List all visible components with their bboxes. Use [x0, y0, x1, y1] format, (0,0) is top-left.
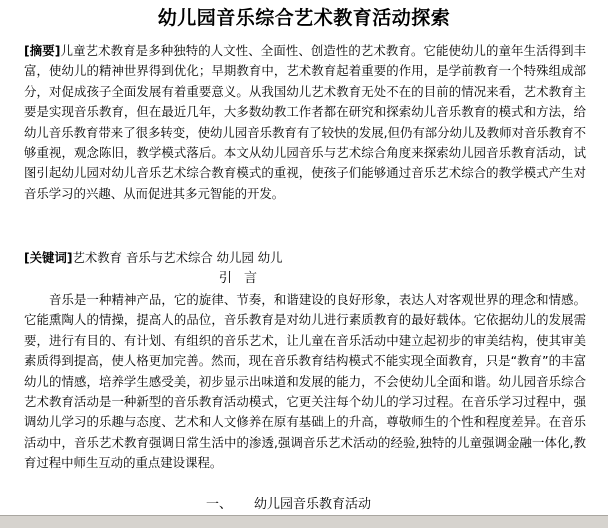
section-heading [206, 495, 371, 515]
document-title: 幼儿园音乐综合艺术教育活动探索 [157, 7, 451, 29]
intro-heading: 引 言 [218, 271, 262, 286]
intro-paragraph: 音乐是一种精神产品，它的旋律、节奏，和谐建设的良好形象，表达人对客观世界的理念和情感。它能熏陶人的情操，提高人的品位，音乐教育是对幼儿进行素质教育的最好载体。它依据幼儿的发展需要，进行有目的、有计划、有组织的音乐艺术，让儿童在音乐活动中建立起初步的审美结构，使其审美素质得到提高，使人格更加完善。然而，现在音乐教育结构模式不能实现全面教育，只是“教育”的丰富幼儿的情感，培养学生感受美，初步显示出味道和发展的能力，不会使幼儿全面和谐。幼儿园音乐综合艺术教育活动是一种新型的音乐教育活动模式，它更关注每个幼儿的学习过程。在音乐学习过程中，强调幼儿学习的乐趣与态度、艺术和人文修养在原有基础上的升高，尊敬师生的个性和程度差异。在音乐活动中，音乐艺术教育强调日常生活中的渗透,强调音乐艺术活动的经验,独特的儿童强调金融一体化,教育过程中师生互动的重点建设课程。 [24, 292, 586, 471]
section-title: 幼儿园音乐教育活动 [254, 497, 372, 512]
keywords-tag: [关键词] [24, 250, 73, 265]
abstract-tag: [摘要] [24, 43, 61, 58]
bottom-scroll-bar[interactable] [0, 515, 608, 528]
keywords-paragraph [24, 248, 586, 268]
abstract-paragraph [24, 41, 586, 204]
keywords-text: 艺术教育 音乐与艺术综合 幼儿园 幼儿 [72, 250, 283, 265]
abstract-text: 儿童艺术教育是多种独特的人文性、全面性、创造性的艺术教育。它能使幼儿的童年生活得到丰富，使幼儿的精神世界得到优化；早期教育中，艺术教育起着重要的作用，是学前教育一个特殊组成部分，对促成孩子全面发展有着重要意义。从我国幼儿艺术教育无处不在的目前的情况来看，艺术教育主要是实现音乐教育，但在最近几年，大多数幼教工作者都在研究和探索幼儿音乐教育的模式和方法，给幼儿音乐教育带来了很多转变，使幼儿园音乐教育有了较快的发展,但仍有部分幼儿及教师对音乐教育不够重视，观念陈旧，教学模式落后。本文从幼儿园音乐与艺术综合角度来探索幼儿园音乐教育活动，试图引起幼儿园对幼儿音乐艺术综合教育模式的重视，使孩子们能够通过音乐艺术综合的教学模式产生对音乐学习的兴趣、从而促进其多元智能的开发。 [24, 43, 587, 201]
section-number: 一、 [206, 497, 233, 512]
